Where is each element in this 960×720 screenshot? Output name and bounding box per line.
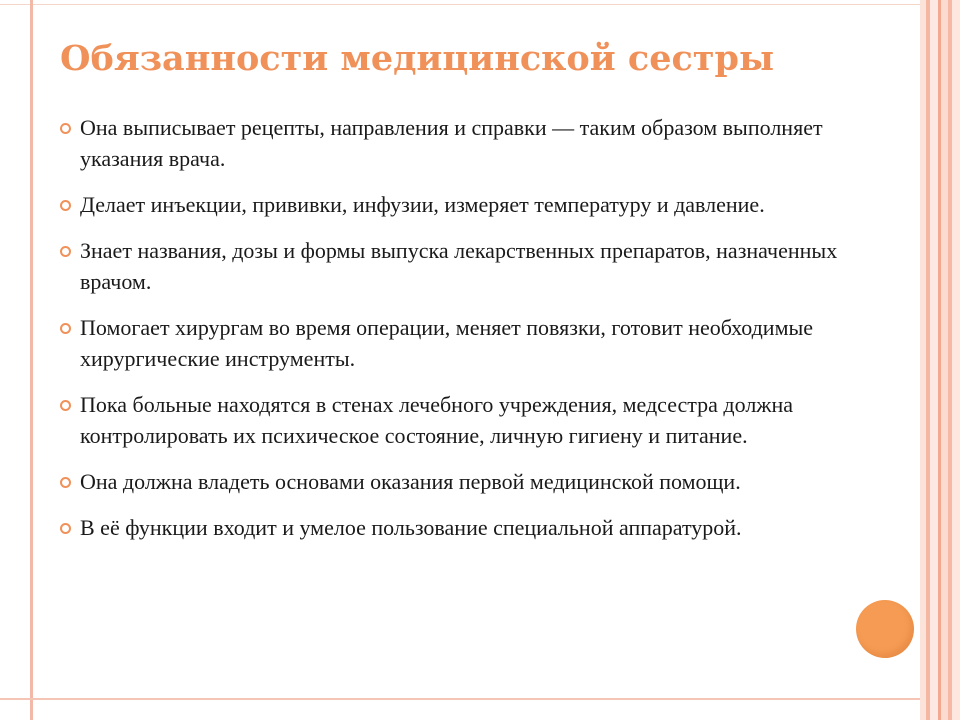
list-item-text: Она должна владеть основами оказания первой медицинской помощи.	[80, 469, 741, 494]
list-item	[58, 466, 878, 497]
frame-left-line	[30, 0, 33, 720]
frame-top-line	[0, 4, 940, 5]
decorative-stripes	[920, 0, 960, 720]
frame-bottom-line	[0, 698, 940, 700]
list-item-text: Она выписывает рецепты, направления и справки — таким образом выполняет указания врача.	[80, 115, 823, 171]
list-item-text: Знает названия, дозы и формы выпуска лекарственных препаратов, назначенных врачом.	[80, 238, 838, 294]
decorative-orange-circle	[856, 600, 914, 658]
list-item-text: Делает инъекции, прививки, инфузии, измеряет температуру и давление.	[80, 192, 765, 217]
list-item-text: В её функции входит и умелое пользование специальной аппаратурой.	[80, 515, 742, 540]
slide-title: Обязанности медицинской сестры	[60, 38, 775, 79]
ring-bullet-icon	[60, 246, 71, 257]
list-item	[58, 112, 878, 174]
list-item	[58, 189, 878, 220]
list-item	[58, 312, 878, 374]
list-item	[58, 389, 878, 451]
ring-bullet-icon	[60, 323, 71, 334]
bullet-list	[58, 112, 878, 558]
ring-bullet-icon	[60, 523, 71, 534]
ring-bullet-icon	[60, 400, 71, 411]
list-item-text: Помогает хирургам во время операции, меняет повязки, готовит необходимые хирургические инструменты.	[80, 315, 814, 371]
list-item-text: Пока больные находятся в стенах лечебного учреждения, медсестра должна контролировать их психическое состояние, личную гигиену и питание.	[80, 392, 794, 448]
ring-bullet-icon	[60, 477, 71, 488]
list-item	[58, 512, 878, 543]
ring-bullet-icon	[60, 200, 71, 211]
ring-bullet-icon	[60, 123, 71, 134]
list-item	[58, 235, 878, 297]
